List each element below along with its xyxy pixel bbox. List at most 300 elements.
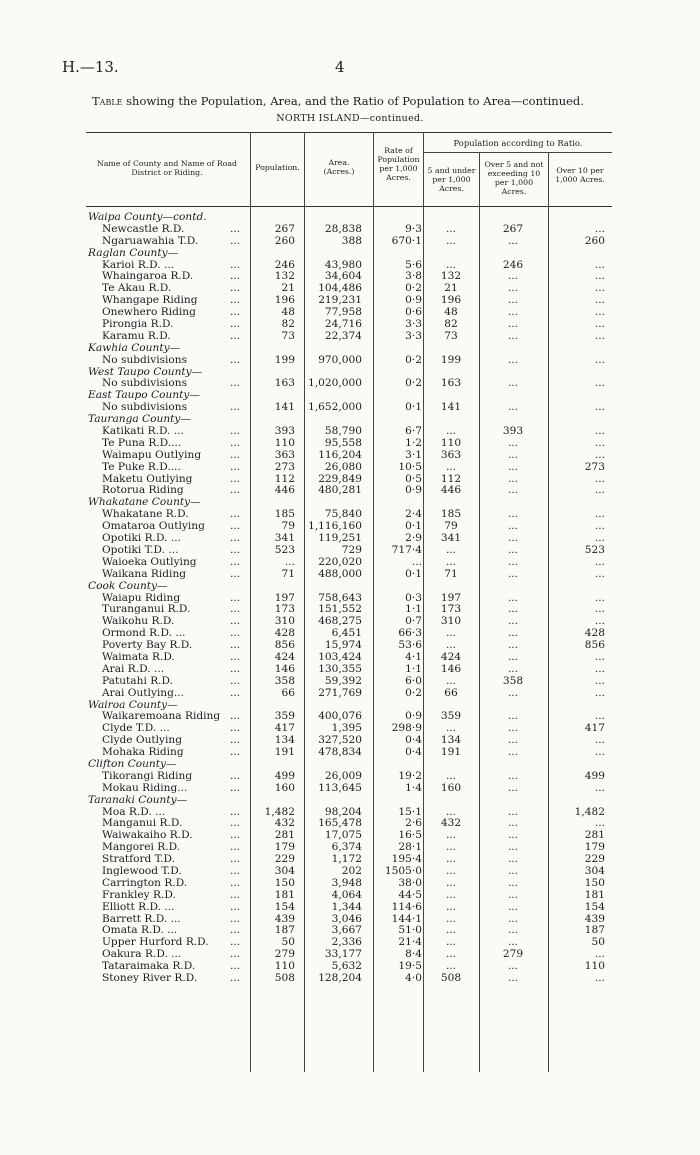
area-cell: 1,116,160 <box>308 520 362 533</box>
county-name: Whakatane County— <box>88 496 201 509</box>
area-cell: 2,336 <box>331 936 362 949</box>
ratio-cell: 0·2 <box>405 686 422 699</box>
bracket-over-10-cell: ... <box>594 567 605 580</box>
ratio-cell: 2·6 <box>405 817 422 830</box>
area-cell: 480,281 <box>318 484 362 497</box>
county-heading-row <box>0 343 700 355</box>
area-cell: 116,204 <box>318 448 362 461</box>
leader-dots: ... <box>230 781 241 794</box>
bracket-under-5-cell: 160 <box>440 781 462 794</box>
leader-dots: ... <box>230 294 241 307</box>
area-cell: 59,392 <box>324 674 362 687</box>
bracket-over-10-cell: ... <box>594 948 605 961</box>
area-cell: 43,980 <box>324 258 362 271</box>
ratio-cell: 0·9 <box>405 710 422 723</box>
district-name: Stratford T.D. <box>102 853 176 866</box>
bracket-over-10-cell: ... <box>594 306 605 319</box>
district-name: Waioeka Outlying <box>102 555 197 568</box>
ratio-cell: 6·7 <box>405 425 422 438</box>
leader-dots: ... <box>230 222 241 235</box>
population-cell: 110 <box>274 960 295 973</box>
leader-dots: ... <box>230 650 241 663</box>
leader-dots: ... <box>230 532 241 545</box>
bracket-under-5-cell: ... <box>445 222 457 235</box>
bracket-5-to-10-cell: ... <box>507 781 519 794</box>
bracket-5-to-10-cell: ... <box>507 401 519 414</box>
bracket-5-to-10-cell: ... <box>507 912 519 925</box>
bracket-under-5-cell: ... <box>445 460 457 473</box>
leader-dots: ... <box>230 603 241 616</box>
leader-dots: ... <box>230 912 241 925</box>
bracket-5-to-10-cell: ... <box>507 615 519 628</box>
bracket-5-to-10-cell: ... <box>507 508 519 521</box>
population-cell: 79 <box>281 520 295 533</box>
col-head-group: Population according to Ratio. <box>453 138 583 148</box>
district-name: Katikati R.D. ... <box>102 425 184 438</box>
bracket-under-5-cell: 341 <box>440 532 462 545</box>
leader-dots: ... <box>230 460 241 473</box>
area-cell: 98,204 <box>324 805 362 818</box>
bracket-5-to-10-cell: ... <box>507 353 519 366</box>
district-name: Stoney River R.D. <box>102 972 198 984</box>
population-cell: 359 <box>274 710 295 723</box>
leader-dots: ... <box>230 876 241 889</box>
population-cell: 66 <box>281 686 295 699</box>
leader-dots: ... <box>230 948 241 961</box>
area-cell: 1,172 <box>331 853 362 866</box>
bracket-over-10-cell: 110 <box>584 960 605 973</box>
district-name: Moa R.D. ... <box>102 805 166 818</box>
area-cell: 1,652,000 <box>308 401 362 414</box>
district-name: Whangape Riding <box>102 294 198 307</box>
area-cell: 77,958 <box>324 306 362 319</box>
district-name: Te Puna R.D.... <box>102 436 182 449</box>
bracket-under-5-cell: 134 <box>440 734 462 747</box>
area-cell: 758,643 <box>318 591 362 604</box>
bracket-over-10-cell: ... <box>594 377 605 390</box>
bracket-under-5-cell: ... <box>445 912 457 925</box>
bracket-under-5-cell: 146 <box>440 662 462 675</box>
district-name: Turanganui R.D. <box>102 603 191 616</box>
bracket-over-10-cell: 181 <box>584 888 605 901</box>
leader-dots: ... <box>230 270 241 283</box>
bracket-5-to-10-cell: ... <box>507 639 519 652</box>
col-head-b1: 5 and under per 1,000 Acres. <box>427 166 476 193</box>
caption-text: showing the Population, Area, and the Ratio of Population to Area—continued. <box>126 94 584 108</box>
bracket-5-to-10-cell: 246 <box>502 258 524 271</box>
ratio-cell: 1·1 <box>405 662 422 675</box>
ratio-cell: 0·2 <box>405 282 422 295</box>
ratio-cell: ... <box>411 555 422 568</box>
bracket-under-5-cell: ... <box>445 864 457 877</box>
bracket-over-10-cell: ... <box>594 401 605 414</box>
population-cell: 181 <box>274 888 295 901</box>
bracket-5-to-10-cell: ... <box>507 543 519 556</box>
county-heading-row <box>0 795 700 807</box>
population-cell: 132 <box>274 270 295 283</box>
ratio-cell: 0·4 <box>405 734 422 747</box>
district-name: Waimapu Outlying <box>102 448 202 461</box>
ratio-cell: 0·9 <box>405 484 422 497</box>
bracket-5-to-10-cell: 279 <box>502 948 524 961</box>
area-cell: 6,451 <box>331 627 362 640</box>
leader-dots: ... <box>230 543 241 556</box>
district-name: Poverty Bay R.D. <box>102 639 193 652</box>
table-row <box>0 664 700 676</box>
bracket-under-5-cell: 141 <box>440 401 462 414</box>
bracket-5-to-10-cell: ... <box>507 686 519 699</box>
bracket-over-10-cell: ... <box>594 686 605 699</box>
ratio-cell: 4·0 <box>405 972 422 984</box>
bracket-over-10-cell: ... <box>594 270 605 283</box>
bracket-over-10-cell: 50 <box>591 936 605 949</box>
bracket-5-to-10-cell: ... <box>507 460 519 473</box>
bracket-5-to-10-cell: ... <box>507 864 519 877</box>
population-cell: 499 <box>274 769 295 782</box>
bracket-over-10-cell: ... <box>594 508 605 521</box>
district-name: Mohaka Riding <box>102 746 184 759</box>
area-cell: 271,769 <box>318 686 362 699</box>
ratio-cell: 0·1 <box>405 401 422 414</box>
bracket-under-5-cell: ... <box>445 924 457 937</box>
table-row <box>0 450 700 462</box>
bracket-under-5-cell: 191 <box>440 746 462 759</box>
leader-dots: ... <box>230 722 241 735</box>
bracket-under-5-cell: 48 <box>444 306 458 319</box>
bracket-over-10-cell: ... <box>594 436 605 449</box>
bracket-5-to-10-cell: ... <box>507 888 519 901</box>
leader-dots: ... <box>230 472 241 485</box>
district-name: Waiapu Riding <box>102 591 181 604</box>
bracket-5-to-10-cell: ... <box>507 484 519 497</box>
area-cell: 17,075 <box>324 829 362 842</box>
district-name: Maketu Outlying <box>102 472 193 485</box>
ratio-cell: 15·1 <box>398 805 422 818</box>
bracket-5-to-10-cell: ... <box>507 972 519 984</box>
leader-dots: ... <box>230 318 241 331</box>
bracket-under-5-cell: ... <box>445 853 457 866</box>
area-cell: 3,046 <box>331 912 362 925</box>
population-cell: 439 <box>274 912 295 925</box>
district-name: Whaingaroa R.D. <box>102 270 194 283</box>
bracket-over-10-cell: 523 <box>584 543 605 556</box>
area-cell: 119,251 <box>318 532 362 545</box>
district-name: Omata R.D. ... <box>102 924 178 937</box>
leader-dots: ... <box>230 888 241 901</box>
ratio-cell: 19·5 <box>398 960 422 973</box>
population-cell: 150 <box>274 876 295 889</box>
leader-dots: ... <box>230 615 241 628</box>
caption-lead: Table <box>92 94 123 108</box>
bracket-over-10-cell: 260 <box>584 234 605 247</box>
col-head-population: Population. <box>255 163 300 172</box>
population-cell: 267 <box>274 222 295 235</box>
bracket-over-10-cell: 1,482 <box>574 805 605 818</box>
bracket-under-5-cell: 79 <box>444 520 458 533</box>
area-cell: 24,716 <box>324 318 362 331</box>
area-cell: 388 <box>341 234 362 247</box>
bracket-under-5-cell: 132 <box>440 270 462 283</box>
population-cell: 21 <box>281 282 295 295</box>
bracket-under-5-cell: ... <box>445 829 457 842</box>
population-cell: 197 <box>274 591 295 604</box>
leader-dots: ... <box>230 306 241 319</box>
bracket-over-10-cell: 417 <box>584 722 605 735</box>
bracket-over-10-cell: 187 <box>584 924 605 937</box>
leader-dots: ... <box>230 377 241 390</box>
leader-dots: ... <box>230 258 241 271</box>
population-cell: 446 <box>274 484 295 497</box>
area-cell: 165,478 <box>318 817 362 830</box>
district-name: Opotiki R.D. ... <box>102 532 181 545</box>
ratio-cell: 670·1 <box>391 234 422 247</box>
district-name: Tataraimaka R.D. <box>102 960 196 973</box>
district-name: Newcastle R.D. <box>102 222 185 235</box>
area-cell: 729 <box>341 543 362 556</box>
district-name: Te Akau R.D. <box>102 282 172 295</box>
ratio-cell: 0·7 <box>405 615 422 628</box>
area-cell: 113,645 <box>318 781 362 794</box>
county-name: West Taupo County— <box>88 365 203 378</box>
bracket-under-5-cell: 110 <box>440 436 462 449</box>
district-name: Clyde T.D. ... <box>102 722 170 735</box>
area-cell: 229,849 <box>318 472 362 485</box>
district-name: No subdivisions <box>102 353 188 366</box>
leader-dots: ... <box>230 353 241 366</box>
ratio-cell: 4·1 <box>405 650 422 663</box>
district-name: Waikohu R.D. <box>102 615 175 628</box>
county-name: Cook County— <box>88 579 168 592</box>
bracket-under-5-cell: ... <box>445 936 457 949</box>
district-name: Pirongia R.D. <box>102 318 174 331</box>
table-body <box>0 212 700 985</box>
bracket-5-to-10-cell: ... <box>507 520 519 533</box>
leader-dots: ... <box>230 555 241 568</box>
area-cell: 28,838 <box>324 222 362 235</box>
district-name: No subdivisions <box>102 377 188 390</box>
population-cell: 50 <box>281 936 295 949</box>
bracket-over-10-cell: 439 <box>584 912 605 925</box>
population-cell: 82 <box>281 318 295 331</box>
table-row <box>0 557 700 569</box>
bracket-5-to-10-cell: ... <box>507 710 519 723</box>
leader-dots: ... <box>230 674 241 687</box>
area-cell: 3,667 <box>331 924 362 937</box>
table-row <box>0 902 700 914</box>
ratio-cell: 5·6 <box>405 258 422 271</box>
leader-dots: ... <box>230 234 241 247</box>
bracket-under-5-cell: ... <box>445 555 457 568</box>
ratio-cell: 8·4 <box>405 948 422 961</box>
bracket-over-10-cell: 179 <box>584 841 605 854</box>
population-cell: 191 <box>274 746 295 759</box>
bracket-under-5-cell: 73 <box>444 329 458 342</box>
district-name: Te Puke R.D.... <box>102 460 181 473</box>
top-rule <box>86 132 612 133</box>
bracket-under-5-cell: 424 <box>440 650 462 663</box>
bracket-over-10-cell: ... <box>594 294 605 307</box>
population-cell: 163 <box>274 377 295 390</box>
bracket-under-5-cell: ... <box>445 627 457 640</box>
bracket-under-5-cell: 196 <box>440 294 462 307</box>
area-cell: 6,374 <box>331 841 362 854</box>
bracket-5-to-10-cell: ... <box>507 876 519 889</box>
district-name: Clyde Outlying <box>102 734 183 747</box>
area-cell: 95,558 <box>324 436 362 449</box>
area-cell: 219,231 <box>318 294 362 307</box>
bracket-over-10-cell: 229 <box>584 853 605 866</box>
leader-dots: ... <box>230 734 241 747</box>
bracket-over-10-cell: ... <box>594 734 605 747</box>
district-name: Karioi R.D. ... <box>102 258 175 271</box>
bracket-under-5-cell: ... <box>445 543 457 556</box>
bracket-5-to-10-cell: ... <box>507 817 519 830</box>
bracket-under-5-cell: ... <box>445 841 457 854</box>
leader-dots: ... <box>230 841 241 854</box>
leader-dots: ... <box>230 436 241 449</box>
population-cell: 432 <box>274 817 295 830</box>
county-name: East Taupo County— <box>88 389 200 402</box>
bracket-5-to-10-cell: ... <box>507 853 519 866</box>
bracket-under-5-cell: 185 <box>440 508 462 521</box>
ratio-cell: 3·1 <box>405 448 422 461</box>
col-head-area: Area. (Acres.) <box>323 158 355 176</box>
area-cell: 103,424 <box>318 650 362 663</box>
leader-dots: ... <box>230 924 241 937</box>
bracket-over-10-cell: ... <box>594 318 605 331</box>
population-cell: 146 <box>274 662 295 675</box>
population-cell: 310 <box>274 615 295 628</box>
bracket-over-10-cell: ... <box>594 448 605 461</box>
population-cell: 229 <box>274 853 295 866</box>
county-name: Wairoa County— <box>88 698 178 711</box>
page-number: 4 <box>335 58 345 76</box>
area-cell: 1,395 <box>331 722 362 735</box>
bracket-over-10-cell: ... <box>594 353 605 366</box>
leader-dots: ... <box>230 900 241 913</box>
ratio-cell: 2·9 <box>405 532 422 545</box>
bracket-5-to-10-cell: ... <box>507 532 519 545</box>
bracket-over-10-cell: ... <box>594 662 605 675</box>
population-cell: ... <box>284 555 295 568</box>
area-cell: 151,552 <box>318 603 362 616</box>
area-cell: 488,000 <box>318 567 362 580</box>
bracket-5-to-10-cell: ... <box>507 650 519 663</box>
ratio-cell: 6·0 <box>405 674 422 687</box>
bracket-under-5-cell: 199 <box>440 353 462 366</box>
bracket-over-10-cell: ... <box>594 650 605 663</box>
ratio-cell: 28·1 <box>398 841 422 854</box>
bracket-5-to-10-cell: ... <box>507 603 519 616</box>
col-head-b3: Over 10 per 1,000 Acres. <box>555 166 605 184</box>
left-header: H.—13. <box>62 58 119 76</box>
population-cell: 260 <box>274 234 295 247</box>
ratio-cell: 1505·0 <box>384 864 422 877</box>
bracket-under-5-cell: ... <box>445 639 457 652</box>
ratio-cell: 1·2 <box>405 436 422 449</box>
ratio-cell: 1·1 <box>405 603 422 616</box>
district-name: Patutahi R.D. <box>102 674 174 687</box>
table-row <box>0 236 700 248</box>
bracket-over-10-cell: ... <box>594 258 605 271</box>
population-cell: 393 <box>274 425 295 438</box>
population-cell: 73 <box>281 329 295 342</box>
bracket-under-5-cell: 363 <box>440 448 462 461</box>
district-name: Frankley R.D. <box>102 888 176 901</box>
bracket-under-5-cell: ... <box>445 234 457 247</box>
table-row <box>0 688 700 700</box>
area-cell: 26,009 <box>324 769 362 782</box>
bracket-5-to-10-cell: ... <box>507 472 519 485</box>
bracket-5-to-10-cell: ... <box>507 318 519 331</box>
ratio-cell: 3·3 <box>405 318 422 331</box>
leader-dots: ... <box>230 639 241 652</box>
district-name: Elliott R.D. ... <box>102 900 175 913</box>
ratio-cell: 1·4 <box>405 781 422 794</box>
table-row <box>0 878 700 890</box>
bracket-over-10-cell: ... <box>594 972 605 984</box>
bracket-over-10-cell: 273 <box>584 460 605 473</box>
ratio-cell: 0·4 <box>405 746 422 759</box>
area-cell: 128,204 <box>318 972 362 984</box>
population-cell: 134 <box>274 734 295 747</box>
district-name: Carrington R.D. <box>102 876 188 889</box>
county-name: Waipa County—contd. <box>88 211 207 223</box>
bracket-over-10-cell: 154 <box>584 900 605 913</box>
ratio-cell: 51·0 <box>398 924 422 937</box>
bracket-over-10-cell: 428 <box>584 627 605 640</box>
county-name: Raglan County— <box>88 246 179 259</box>
population-cell: 273 <box>274 460 295 473</box>
bracket-over-10-cell: 150 <box>584 876 605 889</box>
table-row <box>0 783 700 795</box>
area-cell: 1,020,000 <box>308 377 362 390</box>
district-name: Karamu R.D. <box>102 329 171 342</box>
population-cell: 246 <box>274 258 295 271</box>
district-name: No subdivisions <box>102 401 188 414</box>
bracket-over-10-cell: ... <box>594 781 605 794</box>
bracket-5-to-10-cell: ... <box>507 567 519 580</box>
bracket-5-to-10-cell: 358 <box>502 674 524 687</box>
population-cell: 341 <box>274 532 295 545</box>
district-name: Manganui R.D. <box>102 817 183 830</box>
leader-dots: ... <box>230 329 241 342</box>
area-cell: 1,344 <box>331 900 362 913</box>
population-cell: 160 <box>274 781 295 794</box>
bracket-5-to-10-cell: ... <box>507 591 519 604</box>
table-subcaption: NORTH ISLAND—continued. <box>276 113 424 124</box>
bracket-over-10-cell: ... <box>594 591 605 604</box>
district-name: Omataroa Outlying <box>102 520 205 533</box>
area-cell: 5,632 <box>331 960 362 973</box>
ratio-cell: 0·2 <box>405 377 422 390</box>
bracket-over-10-cell: ... <box>594 222 605 235</box>
area-cell: 970,000 <box>318 353 362 366</box>
population-cell: 523 <box>274 543 295 556</box>
bracket-over-10-cell: ... <box>594 615 605 628</box>
bracket-under-5-cell: 446 <box>440 484 462 497</box>
bracket-5-to-10-cell: ... <box>507 448 519 461</box>
county-heading-row <box>0 581 700 593</box>
district-name: Inglewood T.D. <box>102 864 182 877</box>
bracket-5-to-10-cell: ... <box>507 294 519 307</box>
bracket-over-10-cell: ... <box>594 746 605 759</box>
ratio-cell: 114·6 <box>391 900 422 913</box>
population-cell: 185 <box>274 508 295 521</box>
ratio-cell: 3·8 <box>405 270 422 283</box>
county-name: Clifton County— <box>88 757 177 770</box>
area-cell: 33,177 <box>324 948 362 961</box>
